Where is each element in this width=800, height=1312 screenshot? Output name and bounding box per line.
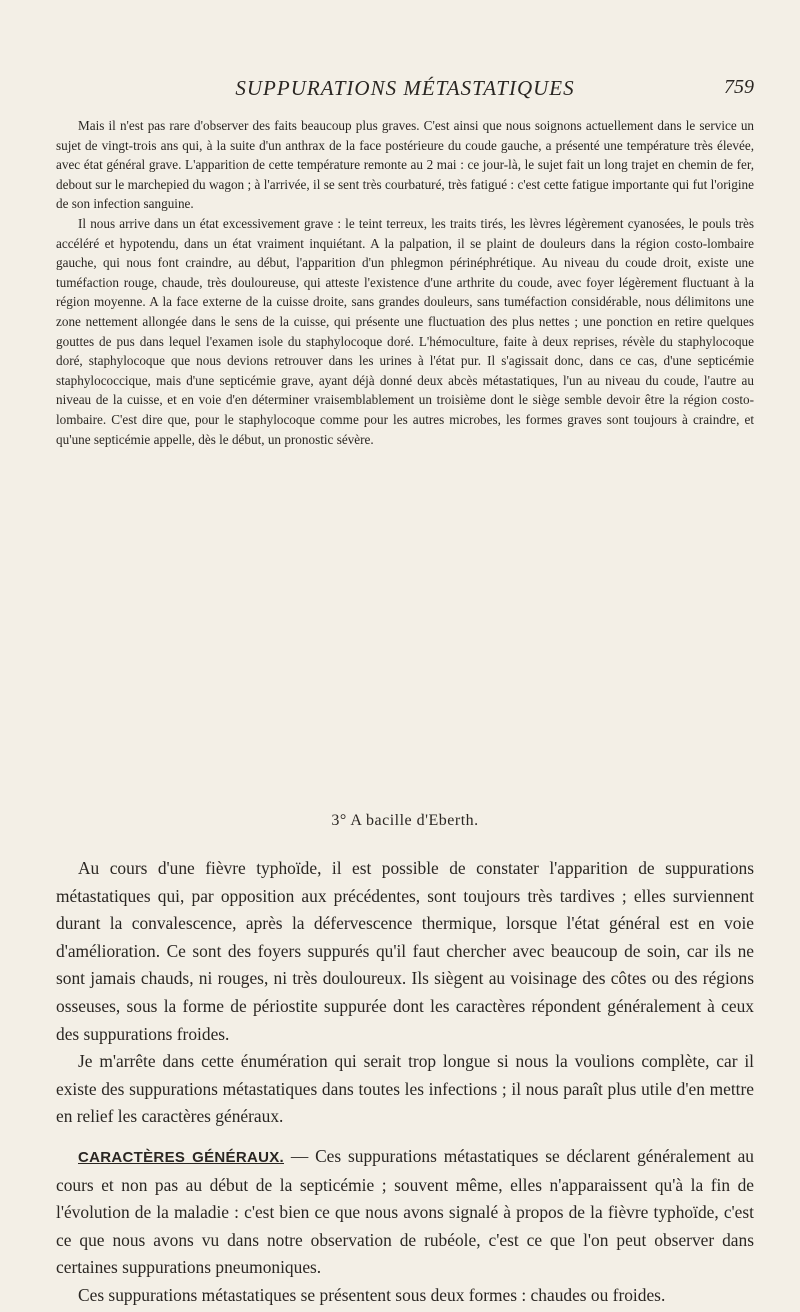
paragraph: Mais il n'est pas rare d'observer des faits beaucoup plus graves. C'est ainsi que nous soignons actuellement dans le service un sujet de vingt-trois ans qui, à la suite d'un anthrax de la face postérieure du coude gauche, a présenté une température très élevée, avec état général grave. L'apparition de cette température remonte au 2 mai : ce jour-là, le sujet fait un long trajet en chemin de fer, debout sur le marchepied du wagon ; à l'arrivée, il se sent très courbaturé, très fatigué : c'est cette fatigue importante qui fut l'origine de son infection sanguine. (56, 118, 754, 212)
running-title: SUPPURATIONS MÉTASTATIQUES (235, 76, 575, 100)
page-header (56, 76, 754, 106)
case-report-text (56, 116, 754, 449)
paragraph: Ces suppurations métastatiques se présentent sous deux formes : chaudes ou froides. (78, 1284, 666, 1305)
page-number: 759 (724, 76, 754, 98)
paragraph: Je m'arrête dans cette énumération qui serait trop longue si nous la voulions complète, car il existe des suppurations métastatiques dans toutes les infections ; il nous paraît plus utile d'en mettre en relief les caractères généraux. (56, 1051, 754, 1127)
paragraph: Au cours d'une fièvre typhoïde, il est possible de constater l'apparition de suppurations métastatiques qui, par opposition aux précédentes, sont toujours très tardives ; elles surviennent durant la convalescence, après la défervescence thermique, lorsque l'état général est en voie d'amélioration. Ce sont des foyers suppurés qu'il faut chercher avec beaucoup de soin, car ils ne sont jamais chauds, ni rouges, ni très douloureux. Ils siègent au voisinage des côtes ou des régions osseuses, sous la forme de périostite suppurée dont les caractères répondent généralement à ceux des suppurations froides. (56, 858, 754, 1044)
runin-heading: CARACTÈRES GÉNÉRAUX. (78, 1148, 285, 1166)
paragraph-text: — Ces suppurations métastatiques se déclarent généralement au cours et non pas au début de la septicémie ; souvent même, elles n'apparaissent qu'à la fin de l'évolution de la maladie : c'est bien ce que nous avons signalé à propos de la fièvre typhoïde, c'est ce que nous avons vu dans notre observation de rubéole, c'est ce que l'on peut observer dans certaines suppurations pneumoniques. (56, 1145, 754, 1278)
general-characteristics-paragraph (56, 1143, 754, 1282)
main-text (56, 855, 754, 1310)
paragraph: Il nous arrive dans un état excessivement grave : le teint terreux, les traits tirés, les lèvres légèrement cyanosées, le pouls très accéléré et hypotendu, dans un état vraiment inquiétant. A la palpation, il se plaint de douleurs dans la région costo-lombaire gauche, qui nous font craindre, au début, l'apparition d'un phlegmon périnéphrétique. Au niveau du coude droit, existe une tuméfaction rouge, chaude, très douloureuse, qui atteste l'existence d'une arthrite du coude, avec foyer légèrement fluctuant à la région moyenne. A la face externe de la cuisse droite, sans grandes douleurs, sans tuméfaction considérable, nous délimitons une zone nettement allongée dans le sens de la cuisse, qui présente une fluctuation des plus nettes ; une ponction en retire quelques gouttes de pus dans lequel l'examen isole du staphylocoque doré. L'hémoculture, faite à deux reprises, révèle du staphylocoque doré, staphylocoque que nous devions retrouver dans les urines à l'état pur. Il s'agissait donc, dans ce cas, d'une septicémie staphylococcique, mais d'une septicémie grave, ayant déjà donné deux abcès métastatiques, l'un au niveau du coude, l'autre au niveau de la cuisse, et en voie d'en déterminer vraisemblablement un troisième dont le siège semble devoir être la région costo-lombaire. C'est dire que, pour le staphylocoque comme pour les autres microbes, les formes graves sont toujours à craindre, et qu'une septicémie appelle, dès le début, un pronostic sévère. (56, 215, 754, 447)
section-subheading: 3° A bacille d'Eberth. (331, 812, 479, 829)
